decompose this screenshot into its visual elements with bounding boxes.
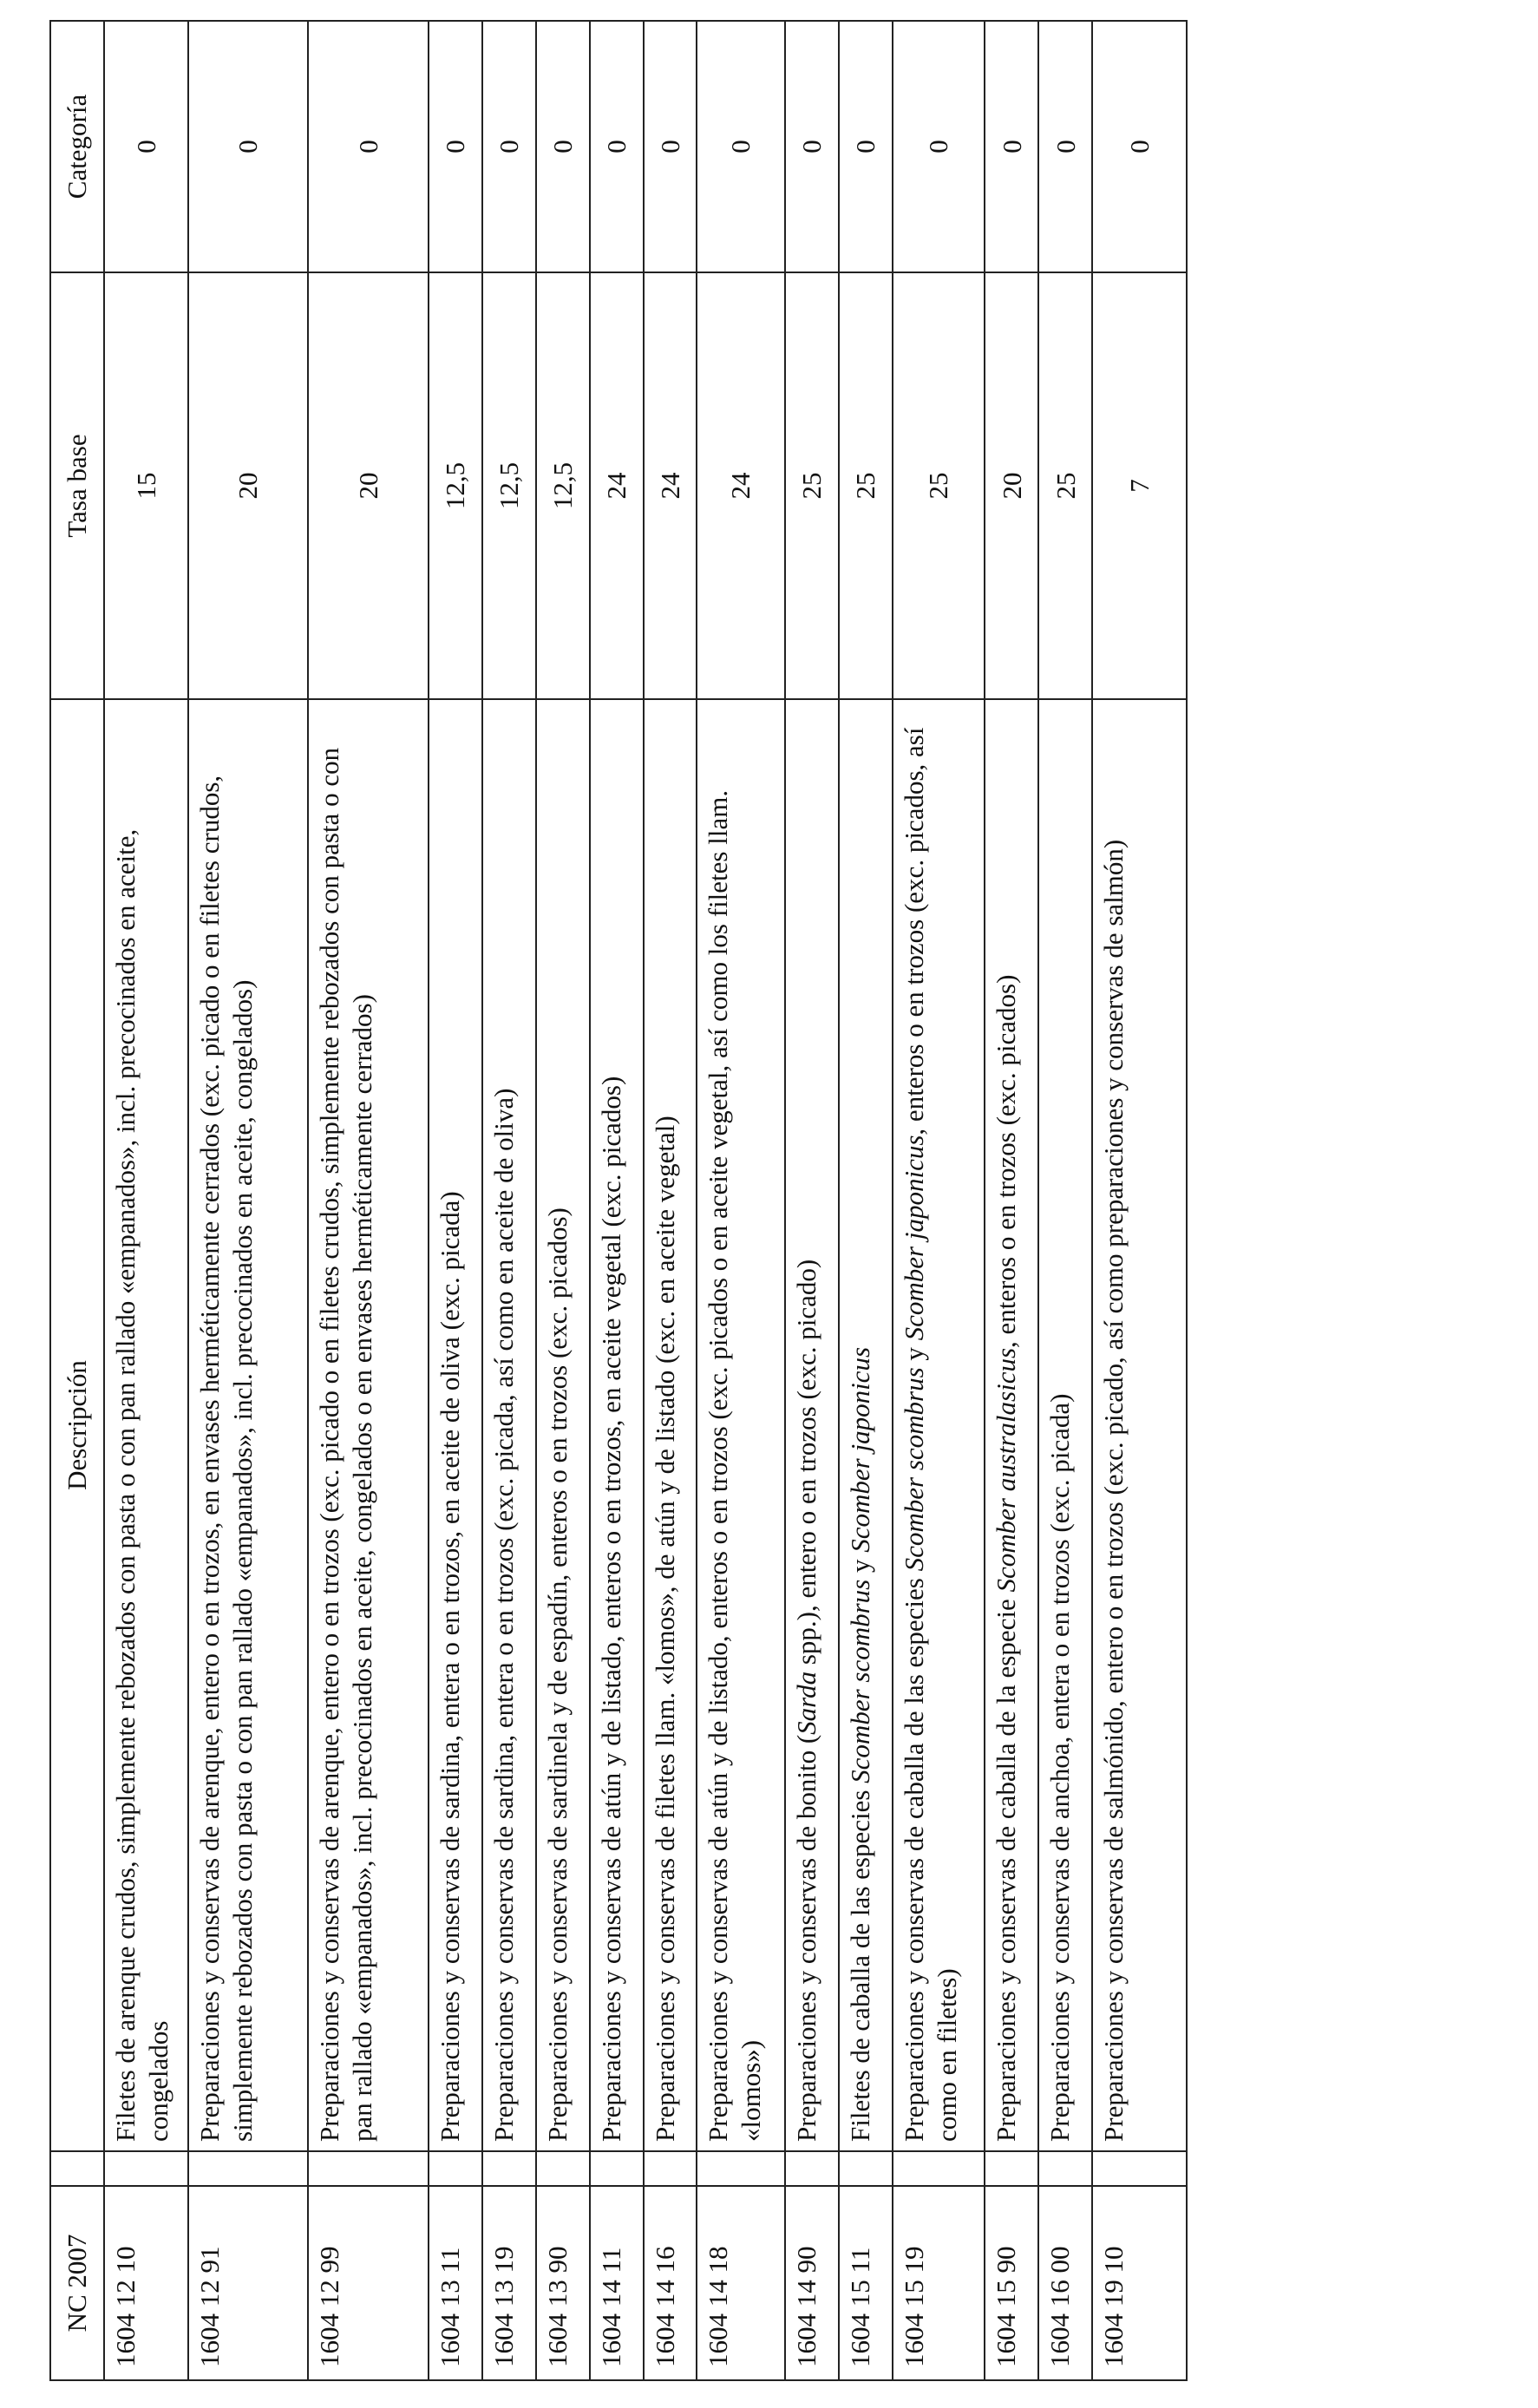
header-code: NC 2007 [50,2186,104,2380]
row-code: 1604 12 99 [308,2186,428,2380]
row-rate: 24 [697,272,785,699]
table-row [1092,21,1187,2380]
row-code: 1604 15 19 [893,2186,985,2380]
row-category: 0 [985,21,1038,272]
desc-text: y [899,1340,930,1368]
row-spacer [1038,2151,1092,2186]
row-rate: 7 [1092,272,1187,699]
rotated-page [49,22,1188,2381]
row-code: 1604 13 11 [429,2186,482,2380]
row-category: 0 [1038,21,1092,272]
row-spacer [644,2151,697,2186]
row-rate: 25 [839,272,893,699]
species-name: Scomber scombrus [845,1579,876,1783]
header-spacer [50,2151,104,2186]
row-spacer [839,2151,893,2186]
row-code: 1604 12 10 [104,2186,188,2380]
table-row [839,21,893,2380]
row-code: 1604 12 91 [188,2186,308,2380]
row-description [893,699,985,2151]
row-description: Preparaciones y conservas de salmónido, entero o en trozos (exc. picado, así como preparaciones y conservas de salmón) [1092,699,1187,2151]
table-row [536,21,590,2380]
row-description: Preparaciones y conservas de sardinela y de espadín, enteros o en trozos (exc. picados) [536,699,590,2151]
row-code: 1604 16 00 [1038,2186,1092,2380]
row-description: Preparaciones y conservas de sardina, entera o en trozos (exc. picada, así como en aceite de oliva) [482,699,536,2151]
row-category: 0 [785,21,839,272]
row-description: Filetes de arenque crudos, simplemente rebozados con pasta o con pan rallado «empanados», incl. precocinados en aceite, congelados [104,699,188,2151]
row-description: Preparaciones y conservas de arenque, entero o en trozos (exc. picado o en filetes crudos, simplemente rebozados con pasta o con pan rallado «empanados», incl. precocinados en aceite, congelados o en envases herméticamente cerrados) [308,699,428,2151]
row-description [985,699,1038,2151]
row-rate: 24 [590,272,644,699]
row-code: 1604 19 10 [1092,2186,1187,2380]
table-row [308,21,428,2380]
table-row [104,21,188,2380]
row-code: 1604 13 90 [536,2186,590,2380]
table-row [785,21,839,2380]
table-row [1038,21,1092,2380]
row-description [785,699,839,2151]
row-description [839,699,893,2151]
table-row [482,21,536,2380]
row-code: 1604 13 19 [482,2186,536,2380]
row-spacer [536,2151,590,2186]
species-name: Scomber australasicus [991,1347,1022,1593]
row-category: 0 [104,21,188,272]
species-name: Scomber japonicus [899,1135,930,1341]
row-rate: 25 [785,272,839,699]
desc-text: Preparaciones y conservas de bonito ( [791,1734,822,2142]
row-category: 0 [1092,21,1187,272]
row-rate: 12,5 [429,272,482,699]
row-category: 0 [893,21,985,272]
row-rate: 15 [104,272,188,699]
table-row [893,21,985,2380]
table-row [590,21,644,2380]
row-code: 1604 14 11 [590,2186,644,2380]
row-description: Preparaciones y conservas de sardina, entera o en trozos, en aceite de oliva (exc. picada) [429,699,482,2151]
tariff-table [49,20,1188,2381]
row-category: 0 [644,21,697,272]
row-spacer [308,2151,428,2186]
row-code: 1604 14 18 [697,2186,785,2380]
row-category: 0 [590,21,644,272]
row-description: Preparaciones y conservas de arenque, entero o en trozos, en envases herméticamente cerrados (exc. picado o en filetes crudos, simplemente rebozados con pasta o con pan rallado «empanados», incl. precocinados en aceite, congelados) [188,699,308,2151]
table-header-row [50,21,104,2380]
row-category: 0 [188,21,308,272]
header-category: Categoría [50,21,104,272]
table-row [429,21,482,2380]
desc-text: Preparaciones y conservas de caballa de las especies [899,1571,930,2142]
row-rate: 20 [188,272,308,699]
row-spacer [590,2151,644,2186]
desc-text: spp.), entero o en trozos (exc. picado) [791,1259,822,1672]
row-category: 0 [429,21,482,272]
desc-text: , enteros o en trozos (exc. picados, así como en filetes) [899,727,963,2142]
desc-text: Filetes de caballa de las especies [845,1783,876,2142]
row-spacer [104,2151,188,2186]
desc-text: , enteros o en trozos (exc. picados) [991,974,1022,1348]
row-category: 0 [839,21,893,272]
row-rate: 20 [985,272,1038,699]
row-code: 1604 14 16 [644,2186,697,2380]
header-description: Descripción [50,699,104,2151]
row-category: 0 [536,21,590,272]
desc-text: Preparaciones y conservas de caballa de la especie [991,1592,1022,2142]
table-row [188,21,308,2380]
row-spacer [697,2151,785,2186]
row-rate: 25 [893,272,985,699]
row-category: 0 [482,21,536,272]
row-spacer [1092,2151,1187,2186]
table-row [697,21,785,2380]
row-category: 0 [308,21,428,272]
desc-text: y [845,1552,876,1580]
row-rate: 24 [644,272,697,699]
row-code: 1604 15 11 [839,2186,893,2380]
row-code: 1604 14 90 [785,2186,839,2380]
row-description: Preparaciones y conservas de atún y de listado, enteros o en trozos, en aceite vegetal (exc. picados) [590,699,644,2151]
row-rate: 20 [308,272,428,699]
table-row [644,21,697,2380]
row-category: 0 [697,21,785,272]
row-rate: 12,5 [482,272,536,699]
row-spacer [429,2151,482,2186]
species-name: Sarda [791,1671,822,1735]
row-description: Preparaciones y conservas de atún y de listado, enteros o en trozos (exc. picados o en aceite vegetal, así como los filetes llam. «lomos») [697,699,785,2151]
row-rate: 12,5 [536,272,590,699]
row-rate: 25 [1038,272,1092,699]
header-rate: Tasa base [50,272,104,699]
row-spacer [785,2151,839,2186]
row-description: Preparaciones y conservas de filetes llam. «lomos», de atún y de listado (exc. en aceite vegetal) [644,699,697,2151]
row-spacer [482,2151,536,2186]
table-row [985,21,1038,2380]
row-spacer [188,2151,308,2186]
row-code: 1604 15 90 [985,2186,1038,2380]
row-spacer [893,2151,985,2186]
species-name: Scomber scombrus [899,1367,930,1572]
species-name: Scomber japonicus [845,1346,876,1553]
row-spacer [985,2151,1038,2186]
row-description: Preparaciones y conservas de anchoa, entera o en trozos (exc. picada) [1038,699,1092,2151]
